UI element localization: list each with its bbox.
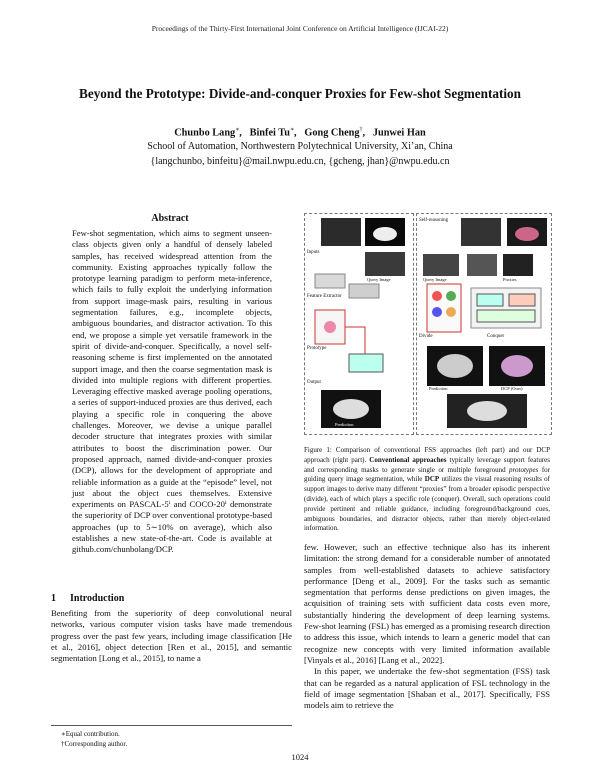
decoder-fusion xyxy=(477,310,535,322)
figure-label: Feature Extractor xyxy=(307,294,342,299)
proxy-dot xyxy=(446,291,456,301)
decoder-branch xyxy=(477,294,503,306)
figure-label: Support Image xyxy=(461,213,488,218)
figure-1 xyxy=(304,213,550,439)
author-list: Chunbo Lang∗, Binfei Tu∗, Gong Cheng†, Junwei Han xyxy=(174,127,426,139)
figure-label: Self-reasoning xyxy=(419,218,449,223)
figure-label: Conquer xyxy=(487,334,505,339)
flow-arrow xyxy=(345,327,365,354)
figure-left-panel xyxy=(304,213,414,435)
figure-label: DCP (Ours) xyxy=(501,386,523,391)
prediction-shape xyxy=(467,401,507,421)
page-number: 1024 xyxy=(291,752,309,762)
decoder-branch xyxy=(509,294,535,306)
right-diagram xyxy=(417,214,551,434)
section-title: Introduction xyxy=(70,593,125,604)
feature-block xyxy=(349,284,379,298)
paper-title: Beyond the Prototype: Divide-and-conquer Proxies for Few-shot Segmentation xyxy=(79,86,521,101)
figure-label: Support Mask xyxy=(507,213,533,218)
author-name: Binfei Tu xyxy=(249,127,290,139)
prototype-dot xyxy=(324,321,336,333)
footnote: †Corresponding author. xyxy=(61,740,128,748)
figure-label: Output xyxy=(307,380,321,385)
abstract-heading: Abstract xyxy=(151,213,189,224)
mask-shape xyxy=(373,227,397,241)
prediction-shape xyxy=(437,354,473,378)
section-number: 1 xyxy=(51,593,56,604)
caption-text: for guiding query image segmentation, while xyxy=(304,465,550,484)
figure-label: Support Mask xyxy=(365,213,391,218)
author-name: Gong Cheng xyxy=(304,127,360,139)
running-header: Proceedings of the Thirty-First International Joint Conference on Artificial Intelligence (IJCAI-22) xyxy=(151,24,449,33)
author-mark: ∗ xyxy=(289,127,295,133)
mask-shape xyxy=(515,227,539,241)
caption-text: typically leverage support features and corresponding masks to generate single or multiple foreground xyxy=(304,455,550,474)
figure-label: Support Image xyxy=(321,213,348,218)
prediction-shape xyxy=(333,399,369,419)
feature-block xyxy=(315,274,345,288)
author-emails: {langchunbo, binfeitu}@mail.nwpu.edu.cn, {gcheng, jhan}@nwpu.edu.cn xyxy=(150,156,450,167)
decoder-block xyxy=(349,354,383,372)
caption-italic: prototypes xyxy=(509,465,539,474)
caption-text: Figure 1: Comparison of conventional FSS approaches (left part) and our DCP approach (right part). xyxy=(304,446,550,464)
figure-label: Prediction xyxy=(429,386,448,391)
figure-right-panel xyxy=(416,213,552,435)
proxy-group xyxy=(427,284,461,332)
author-name: Junwei Han xyxy=(372,127,426,139)
figure-caption xyxy=(304,446,550,534)
support-image-thumb xyxy=(461,218,501,246)
support-image-thumb xyxy=(321,218,361,246)
figure-label: Query Image xyxy=(423,277,447,282)
figure-label: Query Image xyxy=(367,277,391,282)
figure-label: Inputs xyxy=(307,250,320,255)
figure-label: Proxies xyxy=(503,277,517,282)
figure-label: Prototype xyxy=(307,346,327,351)
query-image-thumb xyxy=(423,254,459,276)
left-diagram xyxy=(305,214,413,434)
caption-bold: DCP xyxy=(424,475,440,484)
caption-text: utilizes the visual reasoning results of support images to derive many different “proxies” from a broader episodic perspective (divide), each of which plays a specific role (conquer). Overall, such operations could provide pertinent and reliable guidance, including foreground/background cues, ambiguous boundaries, and distractor objects, rather than merely object-related information. xyxy=(304,475,551,533)
right-column-text xyxy=(304,542,550,711)
author-name: Chunbo Lang xyxy=(174,127,236,139)
section-heading xyxy=(51,593,124,604)
author-mark: ∗ xyxy=(235,127,240,133)
proxy-dot xyxy=(432,307,442,317)
paragraph: few. However, such an effective technique also has its inherent limitation: the strong demand for a considerable number of annotated samples from well-established datasets to achieve satisfactory performance [Deng et al., 2009]. For the tasks such as semantic segmentation that performs dense predictions on given images, the acquisition of training sets with sufficient data costs even more, substantially hindering the development of deep learning systems. Few-shot learning (FSL) has emerged as a promising research direction to address this issue, which intends to learn a generic model that can recognize new concepts with very limited information available [Vinyals et al., 2016] [Lang et al., 2022]. xyxy=(304,542,550,665)
abstract-text: Few-shot segmentation, which aims to segment unseen-class objects given only a handful of densely labeled samples, has received widespread attention from the community. Existing approaches typically follow the prototype learning paradigm to perform meta-inference, which fails to fully exploit the underlying information from support image-mask pairs, resulting in various segmentation failures, e.g., incomplete objects, ambiguous boundaries, and distractor activation. To this end, we propose a simple yet versatile framework in the spirit of divide-and-conquer. Specifically, a novel self-reasoning scheme is first implemented on the annotated support image, and then the coarse segmentation mask is divided into multiple regions with different properties. Leveraging effective masked average pooling operations, a series of support-induced proxies are thus derived, each playing a specific role in conquering the above challenges. Moreover, we devise a unique parallel decoder structure that integrates proxies with similar attributes to boost the discrimination power. Our proposed approach, named divide-and-conquer proxies (DCP), allows for the development of appropriate and reliable information as a guide at the “episode” level, not just about the object cues themselves. Extensive experiments on PASCAL-5ⁱ and COCO-20ⁱ demonstrate the superiority of DCP over conventional prototype-based approaches (up to 5∼10% on average), which also establishes a new state-of-the-art. Code is available at github.com/chunbolang/DCP. xyxy=(72,228,272,555)
footnote: ∗Equal contribution. xyxy=(61,730,120,738)
figure-label: Prediction xyxy=(335,422,354,427)
figure-label: Divide xyxy=(419,334,433,339)
footnotes xyxy=(51,725,292,749)
proxy-dot xyxy=(446,307,456,317)
intro-paragraph: Benefiting from the superiority of deep convolutional neural networks, various computer vision tasks have made tremendous progress over the past few years, including image classification [He et al., 2016], object detection [Ren et al., 2015], and semantic segmentation [Long et al., 2015], to name a xyxy=(51,608,292,664)
paragraph: In this paper, we undertake the few-shot segmentation (FSS) task that can be regarded as a natural application of FSL technology in the field of image segmentation [Shaban et al., 2017]. Specifically, FSS models aim to retrieve the xyxy=(304,666,550,711)
query-image-thumb xyxy=(365,252,405,276)
proxy-thumb xyxy=(503,254,533,276)
proxy-thumb xyxy=(467,254,497,276)
caption-bold: Conventional approaches xyxy=(369,455,447,464)
author-mark: † xyxy=(359,127,363,133)
affiliation: School of Automation, Northwestern Polytechnical University, Xi’an, China xyxy=(147,141,453,152)
prediction-shape xyxy=(501,355,533,377)
proxy-dot xyxy=(432,291,442,301)
